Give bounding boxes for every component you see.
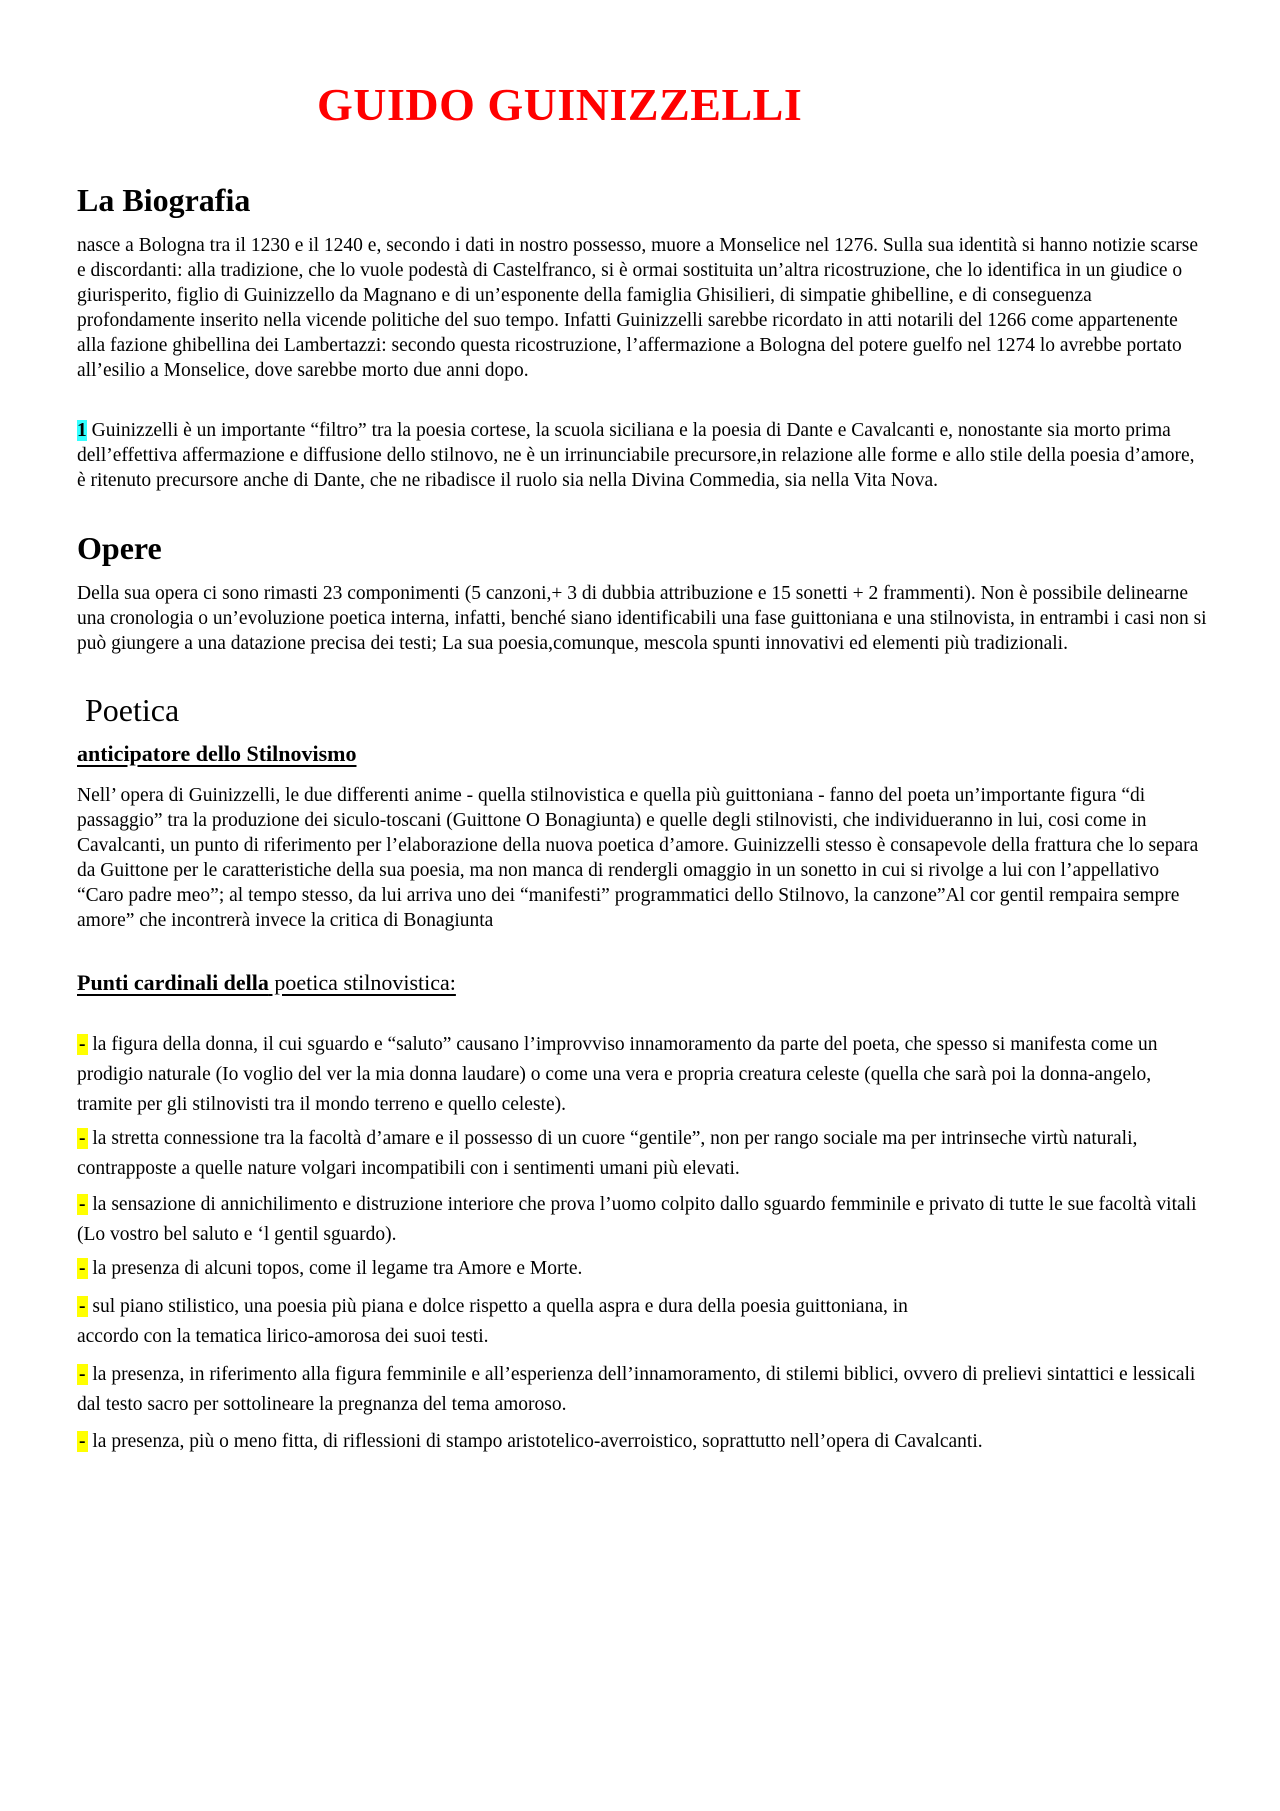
bullet-text: la presenza di alcuni topos, come il legame tra Amore e Morte. (87, 1258, 583, 1279)
document-title: GUIDO GUINIZZELLI (317, 79, 803, 130)
heading-poetica: Poetica (85, 692, 180, 728)
opere-paragraph: Della sua opera ci sono rimasti 23 componimenti (5 canzoni,+ 3 di dubbia attribuzione e 15 sonetti + 2 frammenti). Non è possibile delinearne una cronologia o un’evoluzione poetica interna, infatti, benché siano identificabili una fase guittoniana e una stilnovista, in entrambi i casi non si può giungere a una datazione precisa dei testi; La sua poesia,comunque, mescola spunti innovativi ed elementi più tradizionali. (77, 583, 1207, 654)
bullet-marker: - (79, 1431, 86, 1452)
heading-biografia: La Biografia (77, 182, 251, 218)
bullet-marker: - (79, 1296, 86, 1317)
bullet-text: sul piano stilistico, una poesia più piana e dolce rispetto a quella aspra e dura della poesia guittoniana, in accordo con la tematica lirico-amorosa dei suoi testi. (77, 1296, 908, 1347)
bullet-item (77, 1360, 1207, 1420)
bullet-text: la figura della donna, il cui sguardo e “saluto” causano l’improvviso innamoramento da parte del poeta, che spesso si manifesta come un prodigio naturale (Io voglio del ver la mia donna laudare) o come una vera e propria creatura celeste (quella che sarà poi la donna-angelo, tramite per gli stilnovisti tra il mondo terreno e quello celeste). (77, 1034, 1158, 1115)
bullet-item (77, 1030, 1207, 1120)
bullet-text: la presenza, più o meno fitta, di riflessioni di stampo aristotelico-averroistico, soprattutto nell’opera di Cavalcanti. (87, 1431, 983, 1452)
biografia-paragraph-1: nasce a Bologna tra il 1230 e il 1240 e, secondo i dati in nostro possesso, muore a Monselice nel 1276. Sulla sua identità si hanno notizie scarse e discordanti: alla tradizione, che lo vuole podestà di Castelfranco, si è ormai sostituita un’altra ricostruzione, che lo identifica in un giudice o giurisperito, figlio di Guinizzello da Magnano e di un’esponente della famiglia Ghisilieri, di simpatie ghibelline, e di conseguenza profondamente inserito nella vicende politiche del suo tempo. Infatti Guinizzelli sarebbe ricordato in atti notarili del 1266 come appartenente alla fazione ghibellina dei Lambertazzi: secondo questa ricostruzione, l’affermazione a Bologna del potere guelfo nel 1274 lo avrebbe portato all’esilio a Monselice, dove sarebbe morto due anni dopo. (77, 235, 1199, 381)
bullet-marker: - (79, 1034, 86, 1055)
bullet-text: la sensazione di annichilimento e distruzione interiore che prova l’uomo colpito dallo sguardo femminile e privato di tutte le sue facoltà vitali (Lo vostro bel saluto e ‘l gentil sguardo). (77, 1194, 1197, 1245)
bullet-marker: - (79, 1258, 86, 1279)
bullet-marker: - (79, 1128, 86, 1149)
subheading-anticipatore (77, 741, 357, 767)
bullet-item (77, 1427, 1207, 1457)
bullet-item (77, 1292, 957, 1352)
poetica-paragraph: Nell’ opera di Guinizzelli, le due differenti anime - quella stilnovistica e quella più guittoniana - fanno del poeta un’importante figura “di passaggio” tra la produzione dei siculo-toscani (Guittone O Bonagiunta) e quelle degli stilnovisti, che individueranno in lui, cosi come in Cavalcanti, un punto di riferimento per l’elaborazione della nuova poetica d’amore. Guinizzelli stesso è consapevole della frattura che lo separa da Guittone per le caratteristiche della sua poesia, ma non manca di rendergli omaggio in un sonetto in cui si rivolge a lui con l’appellativo “Caro padre meo”; al tempo stesso, da lui arriva uno dei “manifesti” programmatici dello Stilnovo, la canzone”Al cor gentil rempaira sempre amore” che incontrerà invece la critica di Bonagiunta (77, 785, 1199, 931)
biografia-paragraph-2 (77, 418, 1207, 493)
subheading-punti-cardinali (77, 970, 456, 996)
bullet-item (77, 1190, 1207, 1250)
bullet-item (77, 1254, 1207, 1284)
subheading-anticipatore-text: anticipatore dello Stilnovismo (77, 741, 357, 766)
bullet-text: la presenza, in riferimento alla figura femminile e all’esperienza dell’innamoramento, di stilemi biblici, ovvero di prelievi sintattici e lessicali dal testo sacro per sottolineare la pregnanza del tema amoroso. (77, 1364, 1196, 1415)
biografia-paragraph-2-text: Guinizzelli è un importante “filtro” tra la poesia cortese, la scuola siciliana e la poesia di Dante e Cavalcanti e, nonostante sia morto prima dell’effettiva affermazione e diffusione dello stilnovo, ne è un irrinunciabile precursore,in relazione alle forme e allo stile della poesia d’amore, è ritenuto precursore anche di Dante, che ne ribadisce il ruolo sia nella Divina Commedia, sia nella Vita Nova. (77, 420, 1195, 491)
bullet-marker: - (79, 1364, 86, 1385)
heading-opere: Opere (77, 530, 162, 566)
footnote-marker: 1 (77, 420, 87, 441)
bullet-item (77, 1124, 1207, 1184)
subheading-punti-bold: Punti cardinali della (77, 970, 269, 995)
bullet-marker: - (79, 1194, 86, 1215)
bullet-text: la stretta connessione tra la facoltà d’amare e il possesso di un cuore “gentile”, non per rango sociale ma per intrinseche virtù naturali, contrapposte a quelle nature volgari incompatibili con i sentimenti umani più elevati. (77, 1128, 1138, 1179)
subheading-punti-rest: poetica stilnovistica: (268, 970, 456, 995)
